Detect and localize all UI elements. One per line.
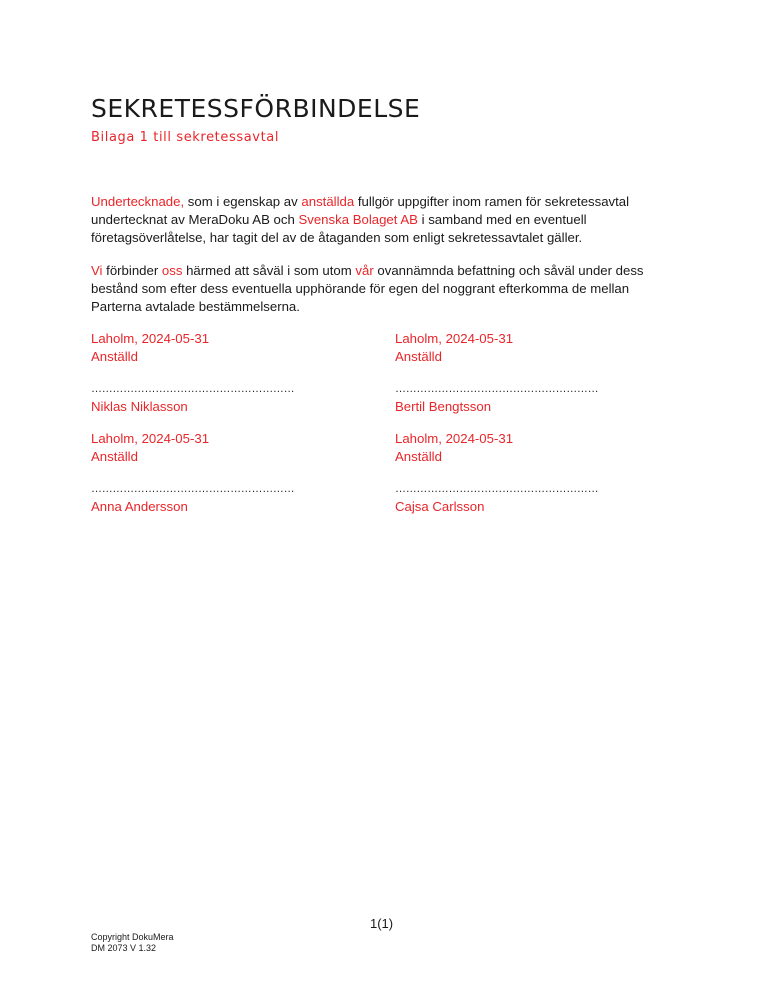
footer xyxy=(91,932,174,954)
signature-name: Cajsa Carlsson xyxy=(395,499,485,514)
signature-place-date: Laholm, 2024-05-31 xyxy=(91,331,210,346)
signature-line: ………………………………………………… xyxy=(395,383,599,395)
paragraph-1-text-c: i samband med en eventuell företagsöverlåtelse, har tagit del av de åtaganden som enligt sekretessavtalet gäller. xyxy=(91,212,587,245)
signature-line: ………………………………………………… xyxy=(395,483,599,495)
signature-block-3 xyxy=(91,430,351,516)
paragraph-2-text-b: härmed att såväl i som utom xyxy=(182,263,356,278)
footer-copyright: Copyright DokuMera xyxy=(91,932,174,942)
highlight-company: Svenska Bolaget AB xyxy=(298,212,418,227)
document-title: SEKRETESSFÖRBINDELSE xyxy=(91,94,421,123)
highlight-anstallda: anställda xyxy=(301,194,355,209)
paragraph-1-text-a: som i egenskap av xyxy=(184,194,302,209)
document-subtitle: Bilaga 1 till sekretessavtal xyxy=(91,130,280,145)
paragraph-2-text-a: förbinder xyxy=(102,263,162,278)
paragraph-2-text-c: ovannämnda befattning och såväl under dess bestånd som efter dess eventuella upphörande för egen del noggrant efterkomma de mellan Parterna avtalade bestämmelserna. xyxy=(91,263,644,314)
paragraph-1 xyxy=(91,193,661,247)
signature-line: ………………………………………………… xyxy=(91,383,295,395)
highlight-oss: oss xyxy=(161,263,183,278)
signature-role: Anställd xyxy=(395,349,442,364)
signature-line: ………………………………………………… xyxy=(91,483,295,495)
page-number: 1(1) xyxy=(370,916,394,931)
signature-block-2 xyxy=(395,330,655,416)
signature-role: Anställd xyxy=(91,449,138,464)
signature-place-date: Laholm, 2024-05-31 xyxy=(395,431,514,446)
footer-version: DM 2073 V 1.32 xyxy=(91,943,157,953)
signature-block-4 xyxy=(395,430,655,516)
paragraph-1-text-b: fullgör uppgifter inom ramen för sekretessavtal undertecknat av MeraDoku AB och xyxy=(91,194,630,227)
signature-name: Bertil Bengtsson xyxy=(395,399,492,414)
highlight-var: vår xyxy=(355,263,374,278)
signature-name: Niklas Niklasson xyxy=(91,399,188,414)
highlight-vi: Vi xyxy=(91,263,103,278)
signature-place-date: Laholm, 2024-05-31 xyxy=(91,431,210,446)
signature-block-1 xyxy=(91,330,351,416)
signature-role: Anställd xyxy=(395,449,442,464)
signature-name: Anna Andersson xyxy=(91,499,188,514)
highlight-undertecknade: Undertecknade, xyxy=(91,194,185,209)
signature-role: Anställd xyxy=(91,349,138,364)
signature-place-date: Laholm, 2024-05-31 xyxy=(395,331,514,346)
paragraph-2 xyxy=(91,262,661,316)
